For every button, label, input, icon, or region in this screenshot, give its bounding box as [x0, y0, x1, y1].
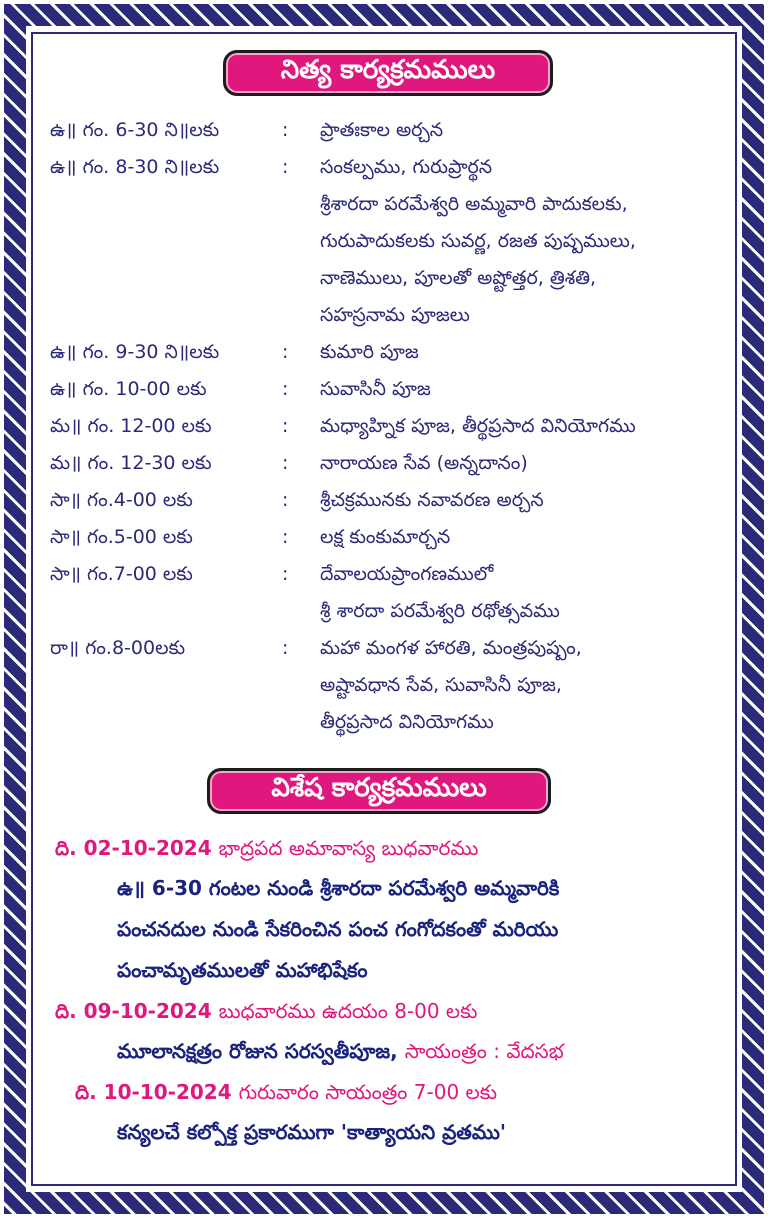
daily-programs-title: నిత్య కార్యక్రమములు	[223, 50, 553, 96]
schedule-row	[50, 112, 730, 149]
schedule-row	[50, 445, 730, 482]
schedule-row	[50, 334, 730, 371]
activity-line: సంకల్పము, గురుప్రార్థన	[320, 156, 493, 178]
separator: :	[282, 637, 289, 659]
schedule-row	[50, 630, 730, 741]
event-date-line	[75, 1072, 735, 1112]
separator: :	[282, 378, 289, 400]
event-detail-highlight: సాయంత్రం : వేదసభ	[404, 1039, 564, 1063]
schedule-time: ఉ॥ గం. 6-30 ని॥లకు	[50, 119, 220, 141]
special-programs	[55, 828, 735, 1153]
schedule-time: సా॥ గం.7-00 లకు	[50, 563, 193, 585]
schedule-time: రా॥ గం.8-00లకు	[50, 637, 186, 659]
activity-line: తీర్థప్రసాద వినియోగము	[320, 711, 494, 733]
separator: :	[282, 119, 289, 141]
event-date-line	[55, 991, 735, 1031]
activity-line: శ్రీచక్రమునకు నవావరణ అర్చన	[320, 489, 544, 511]
activity-line: కుమారి పూజ	[320, 341, 419, 363]
activity-line: నాణెములు, పూలతో అష్టోత్తర, త్రిశతి,	[320, 267, 597, 289]
separator: :	[282, 563, 289, 585]
event-detail: ఉ॥ 6-30 గంటల నుండి శ్రీశారదా పరమేశ్వరి అమ్మవారికి	[117, 876, 560, 900]
activity-line: శ్రీ శారదా పరమేశ్వరి రథోత్సవము	[320, 600, 560, 622]
schedule-time: సా॥ గం.4-00 లకు	[50, 489, 193, 511]
schedule-activity	[320, 334, 730, 371]
event-description: బుధవారము ఉదయం 8-00 లకు	[218, 999, 478, 1023]
schedule-time: ఉ॥ గం. 8-30 ని॥లకు	[50, 156, 220, 178]
schedule-activity	[320, 445, 730, 482]
event-description: భాద్రపద అమావాస్య బుధవారము	[218, 836, 479, 860]
schedule-activity	[320, 371, 730, 408]
schedule-row	[50, 556, 730, 630]
schedule-activity	[320, 408, 730, 445]
schedule-activity	[320, 482, 730, 519]
event-date: ది. 02-10-2024	[55, 836, 212, 860]
schedule-activity	[320, 630, 730, 741]
event-date-line	[55, 828, 735, 868]
event-detail: కన్యలచే కల్పోక్త ప్రకారముగా 'కాత్యాయని వ్రతము'	[117, 1120, 507, 1144]
daily-schedule	[50, 112, 730, 741]
activity-line: గురుపాదుకలకు సువర్ణ, రజత పుష్పములు,	[320, 230, 636, 252]
event-description: గురువారం సాయంత్రం 7-00 లకు	[238, 1080, 498, 1104]
activity-line: శ్రీశారదా పరమేశ్వరి అమ్మవారి పాదుకలకు,	[320, 193, 628, 215]
event-detail: పంచామృతములతో మహాభిషేకం	[117, 958, 368, 982]
activity-line: నారాయణ సేవ (అన్నదానం)	[320, 452, 528, 474]
schedule-row	[50, 371, 730, 408]
schedule-time: మ॥ గం. 12-30 లకు	[50, 452, 212, 474]
schedule-activity	[320, 149, 730, 334]
schedule-activity	[320, 556, 730, 630]
event-detail: పంచనదుల నుండి సేకరించిన పంచ గంగోదకంతో మరియు	[117, 917, 559, 941]
schedule-row	[50, 149, 730, 334]
schedule-activity	[320, 112, 730, 149]
event-detail-text: మూలానక్షత్రం రోజున సరస్వతీపూజ,	[117, 1039, 398, 1063]
activity-line: మహా మంగళ హారతి, మంత్రపుష్పం,	[320, 637, 582, 659]
activity-line: ప్రాతఃకాల అర్చన	[320, 119, 444, 141]
event-date: ది. 10-10-2024	[75, 1080, 232, 1104]
schedule-row	[50, 482, 730, 519]
schedule-activity	[320, 519, 730, 556]
separator: :	[282, 341, 289, 363]
activity-line: సహస్రనామ పూజలు	[320, 304, 470, 326]
activity-line: దేవాలయప్రాంగణములో	[320, 563, 494, 585]
separator: :	[282, 452, 289, 474]
schedule-time: మ॥ గం. 12-00 లకు	[50, 415, 212, 437]
activity-line: లక్ష కుంకుమార్చన	[320, 526, 451, 548]
separator: :	[282, 415, 289, 437]
schedule-row	[50, 408, 730, 445]
activity-line: అష్టావధాన సేవ, సువాసినీ పూజ,	[320, 674, 562, 696]
activity-line: సువాసినీ పూజ	[320, 378, 431, 400]
separator: :	[282, 156, 289, 178]
separator: :	[282, 526, 289, 548]
activity-line: మధ్యాహ్నిక పూజ, తీర్థప్రసాద వినియోగము	[320, 415, 636, 437]
event-date: ది. 09-10-2024	[55, 999, 212, 1023]
schedule-time: ఉ॥ గం. 10-00 లకు	[50, 378, 207, 400]
schedule-time: ఉ॥ గం. 9-30 ని॥లకు	[50, 341, 220, 363]
event-detail	[117, 1031, 735, 1072]
separator: :	[282, 489, 289, 511]
special-programs-title: విశేష కార్యక్రమములు	[207, 768, 551, 814]
schedule-time: సా॥ గం.5-00 లకు	[50, 526, 193, 548]
schedule-row	[50, 519, 730, 556]
